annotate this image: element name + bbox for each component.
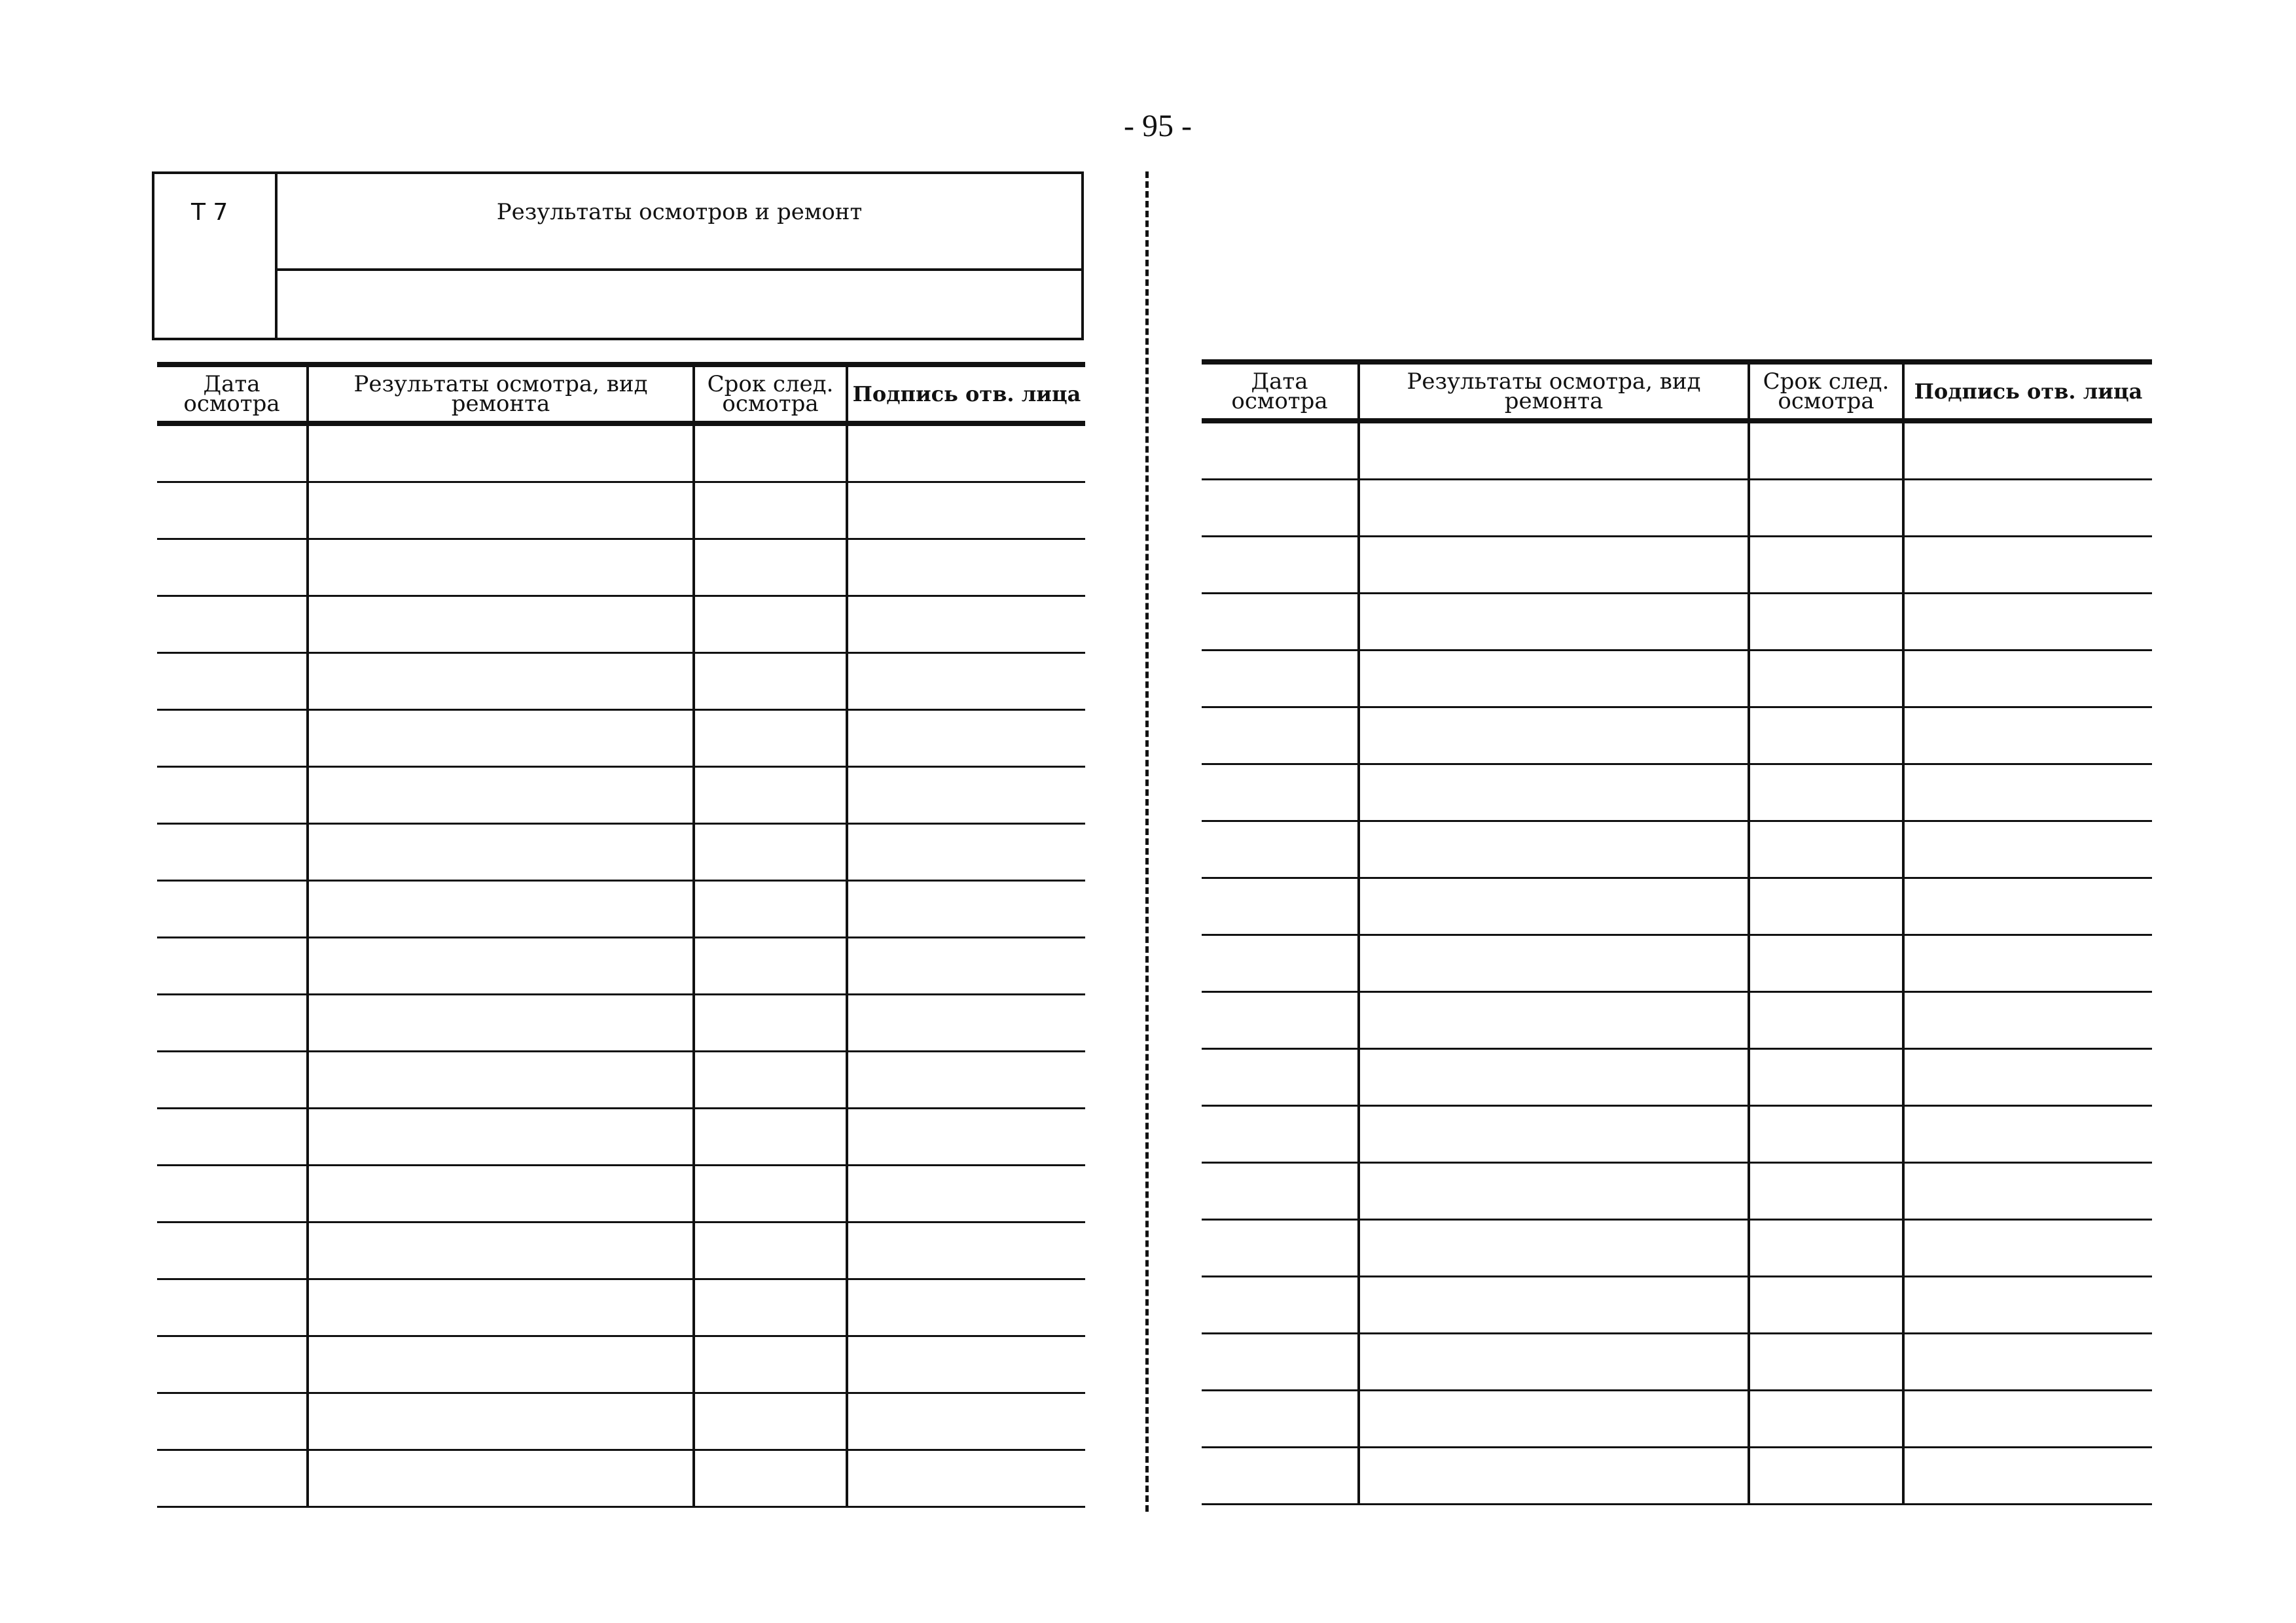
signature-cell[interactable] [1903,935,2152,992]
table-row [157,1109,1085,1166]
form-subtitle-field[interactable] [278,271,1081,338]
signature-cell[interactable] [1903,1448,2152,1505]
col-header-date: Дата осмотра [157,365,308,423]
date-cell[interactable] [1202,1391,1359,1448]
next-date-cell[interactable] [1749,992,1903,1049]
next-date-cell[interactable] [1749,1277,1903,1334]
date-cell[interactable] [157,653,308,710]
date-cell[interactable] [157,995,308,1052]
signature-cell[interactable] [1903,764,2152,821]
date-cell[interactable] [1202,421,1359,480]
col-header-next-date: Срок след. осмотра [1749,362,1903,421]
table-row [1202,651,2152,707]
table-row [1202,537,2152,594]
date-cell[interactable] [157,482,308,539]
results-cell[interactable] [308,767,694,824]
table-row [157,1450,1085,1507]
signature-cell[interactable] [1903,1220,2152,1277]
signature-cell[interactable] [847,1222,1085,1279]
next-date-cell[interactable] [1749,421,1903,480]
signature-cell[interactable] [847,596,1085,653]
table-row [1202,1049,2152,1106]
results-cell[interactable] [1359,594,1749,651]
signature-cell[interactable] [1903,707,2152,764]
signature-cell[interactable] [1903,992,2152,1049]
table-row [157,1279,1085,1336]
table-row [157,539,1085,596]
date-cell[interactable] [1202,1277,1359,1334]
col-header-date: Дата осмотра [1202,362,1359,421]
next-date-cell[interactable] [694,710,847,767]
table-body [157,423,1085,1507]
table-row [1202,935,2152,992]
date-cell[interactable] [157,938,308,995]
next-date-cell[interactable] [694,1222,847,1279]
table-row [1202,594,2152,651]
results-cell[interactable] [308,1222,694,1279]
signature-cell[interactable] [847,881,1085,938]
results-cell[interactable] [308,539,694,596]
date-cell[interactable] [1202,935,1359,992]
form-code: Т 7 [191,199,228,226]
results-cell[interactable] [308,824,694,881]
table-row [157,596,1085,653]
results-cell[interactable] [308,653,694,710]
results-cell[interactable] [1359,878,1749,935]
form-header [152,171,1084,340]
results-cell[interactable] [1359,935,1749,992]
form-code-cell [154,174,278,338]
signature-cell[interactable] [847,1109,1085,1166]
results-cell[interactable] [1359,707,1749,764]
table-row [1202,707,2152,764]
table-row [157,710,1085,767]
results-cell[interactable] [308,938,694,995]
signature-cell[interactable] [1903,1334,2152,1391]
col-header-signature: Подпись отв. лица [1903,362,2152,421]
date-cell[interactable] [1202,707,1359,764]
signature-cell[interactable] [1903,594,2152,651]
results-cell[interactable] [1359,992,1749,1049]
next-date-cell[interactable] [694,1450,847,1507]
results-cell[interactable] [1359,1391,1749,1448]
next-date-cell[interactable] [694,824,847,881]
date-cell[interactable] [1202,764,1359,821]
results-cell[interactable] [1359,1106,1749,1163]
table-row [157,1052,1085,1109]
date-cell[interactable] [1202,480,1359,537]
next-date-cell[interactable] [694,423,847,482]
results-cell[interactable] [1359,651,1749,707]
signature-cell[interactable] [1903,821,2152,878]
col-header-results: Результаты осмотра, вид ремонта [1359,362,1749,421]
results-cell[interactable] [1359,480,1749,537]
table-row [1202,1391,2152,1448]
table-row [157,1336,1085,1393]
next-date-cell[interactable] [694,1109,847,1166]
table-row [157,995,1085,1052]
next-date-cell[interactable] [694,767,847,824]
next-date-cell[interactable] [694,938,847,995]
next-date-cell[interactable] [1749,878,1903,935]
date-cell[interactable] [1202,1220,1359,1277]
table-row [157,653,1085,710]
signature-cell[interactable] [847,1450,1085,1507]
date-cell[interactable] [157,1450,308,1507]
signature-cell[interactable] [847,1166,1085,1222]
results-cell[interactable] [1359,1277,1749,1334]
date-cell[interactable] [1202,1049,1359,1106]
date-cell[interactable] [157,710,308,767]
signature-cell[interactable] [847,539,1085,596]
table-row [157,881,1085,938]
signature-cell[interactable] [847,1336,1085,1393]
date-cell[interactable] [1202,1334,1359,1391]
table-row [1202,480,2152,537]
next-date-cell[interactable] [1749,1220,1903,1277]
table-body [1202,421,2152,1505]
next-date-cell[interactable] [1749,764,1903,821]
signature-cell[interactable] [1903,1391,2152,1448]
next-date-cell[interactable] [1749,1049,1903,1106]
results-cell[interactable] [1359,1163,1749,1220]
results-cell[interactable] [1359,421,1749,480]
next-date-cell[interactable] [1749,1163,1903,1220]
date-cell[interactable] [157,539,308,596]
date-cell[interactable] [157,1052,308,1109]
table-row [157,1222,1085,1279]
col-header-next-date: Срок след. осмотра [694,365,847,423]
table-row [157,824,1085,881]
table-row [157,1166,1085,1222]
results-cell[interactable] [1359,1049,1749,1106]
table-row [157,938,1085,995]
table-row [157,423,1085,482]
col-header-results: Результаты осмотра, вид ремонта [308,365,694,423]
signature-cell[interactable] [1903,651,2152,707]
signature-cell[interactable] [1903,1163,2152,1220]
date-cell[interactable] [157,1222,308,1279]
table-header-row [1202,362,2152,421]
signature-cell[interactable] [847,710,1085,767]
results-cell[interactable] [1359,821,1749,878]
next-date-cell[interactable] [694,482,847,539]
results-cell[interactable] [308,710,694,767]
next-date-cell[interactable] [1749,707,1903,764]
signature-cell[interactable] [847,995,1085,1052]
next-date-cell[interactable] [1749,1391,1903,1448]
signature-cell[interactable] [847,482,1085,539]
date-cell[interactable] [157,767,308,824]
date-cell[interactable] [1202,651,1359,707]
table-header-row [157,365,1085,423]
results-cell[interactable] [308,596,694,653]
next-date-cell[interactable] [694,1336,847,1393]
results-cell[interactable] [308,1450,694,1507]
cut-line [1145,171,1149,1512]
col-header-signature: Подпись отв. лица [847,365,1085,423]
table-row [1202,821,2152,878]
signature-cell[interactable] [1903,480,2152,537]
next-date-cell[interactable] [1749,594,1903,651]
results-cell[interactable] [1359,1334,1749,1391]
signature-cell[interactable] [847,1052,1085,1109]
next-date-cell[interactable] [1749,1334,1903,1391]
results-cell[interactable] [308,423,694,482]
next-date-cell[interactable] [694,995,847,1052]
table-row [1202,421,2152,480]
next-date-cell[interactable] [694,1393,847,1450]
date-cell[interactable] [1202,1163,1359,1220]
next-date-cell[interactable] [694,1166,847,1222]
signature-cell[interactable] [1903,878,2152,935]
next-date-cell[interactable] [1749,1448,1903,1505]
form-title-cell [278,174,1081,271]
table-row [1202,1334,2152,1391]
page-number: - 95 - [1124,109,1192,143]
signature-cell[interactable] [847,423,1085,482]
results-cell[interactable] [308,1393,694,1450]
table-row [1202,1163,2152,1220]
next-date-cell[interactable] [1749,821,1903,878]
next-date-cell[interactable] [1749,480,1903,537]
results-cell[interactable] [308,995,694,1052]
signature-cell[interactable] [847,767,1085,824]
signature-cell[interactable] [847,653,1085,710]
signature-cell[interactable] [1903,421,2152,480]
table-row [157,767,1085,824]
table-row [1202,1448,2152,1505]
inspection-log-table-left [157,362,1085,1508]
table-row [1202,1277,2152,1334]
signature-cell[interactable] [1903,1277,2152,1334]
date-cell[interactable] [1202,878,1359,935]
table-row [157,482,1085,539]
next-date-cell[interactable] [1749,1106,1903,1163]
next-date-cell[interactable] [694,1052,847,1109]
table-row [1202,1220,2152,1277]
next-date-cell[interactable] [694,881,847,938]
signature-cell[interactable] [1903,537,2152,594]
date-cell[interactable] [157,1393,308,1450]
date-cell[interactable] [157,423,308,482]
form-title: Результаты осмотров и ремонт [496,199,863,225]
date-cell[interactable] [157,596,308,653]
signature-cell[interactable] [1903,1049,2152,1106]
date-cell[interactable] [157,1109,308,1166]
next-date-cell[interactable] [1749,651,1903,707]
results-cell[interactable] [308,1279,694,1336]
date-cell[interactable] [157,1166,308,1222]
table-row [1202,1106,2152,1163]
inspection-log-table-right [1202,359,2152,1505]
next-date-cell[interactable] [694,653,847,710]
table-row [1202,878,2152,935]
table-row [1202,764,2152,821]
signature-cell[interactable] [847,824,1085,881]
next-date-cell[interactable] [694,539,847,596]
date-cell[interactable] [157,881,308,938]
next-date-cell[interactable] [1749,935,1903,992]
date-cell[interactable] [1202,537,1359,594]
next-date-cell[interactable] [1749,537,1903,594]
results-cell[interactable] [308,881,694,938]
date-cell[interactable] [1202,1106,1359,1163]
signature-cell[interactable] [847,938,1085,995]
signature-cell[interactable] [1903,1106,2152,1163]
results-cell[interactable] [308,1109,694,1166]
table-row [1202,992,2152,1049]
next-date-cell[interactable] [694,596,847,653]
results-cell[interactable] [308,482,694,539]
date-cell[interactable] [1202,992,1359,1049]
results-cell[interactable] [308,1052,694,1109]
signature-cell[interactable] [847,1393,1085,1450]
next-date-cell[interactable] [694,1279,847,1336]
results-cell[interactable] [1359,764,1749,821]
signature-cell[interactable] [847,1279,1085,1336]
results-cell[interactable] [1359,1448,1749,1505]
date-cell[interactable] [157,1336,308,1393]
results-cell[interactable] [308,1166,694,1222]
date-cell[interactable] [157,1279,308,1336]
results-cell[interactable] [1359,537,1749,594]
date-cell[interactable] [1202,1448,1359,1505]
date-cell[interactable] [157,824,308,881]
date-cell[interactable] [1202,594,1359,651]
table-row [157,1393,1085,1450]
results-cell[interactable] [1359,1220,1749,1277]
date-cell[interactable] [1202,821,1359,878]
results-cell[interactable] [308,1336,694,1393]
